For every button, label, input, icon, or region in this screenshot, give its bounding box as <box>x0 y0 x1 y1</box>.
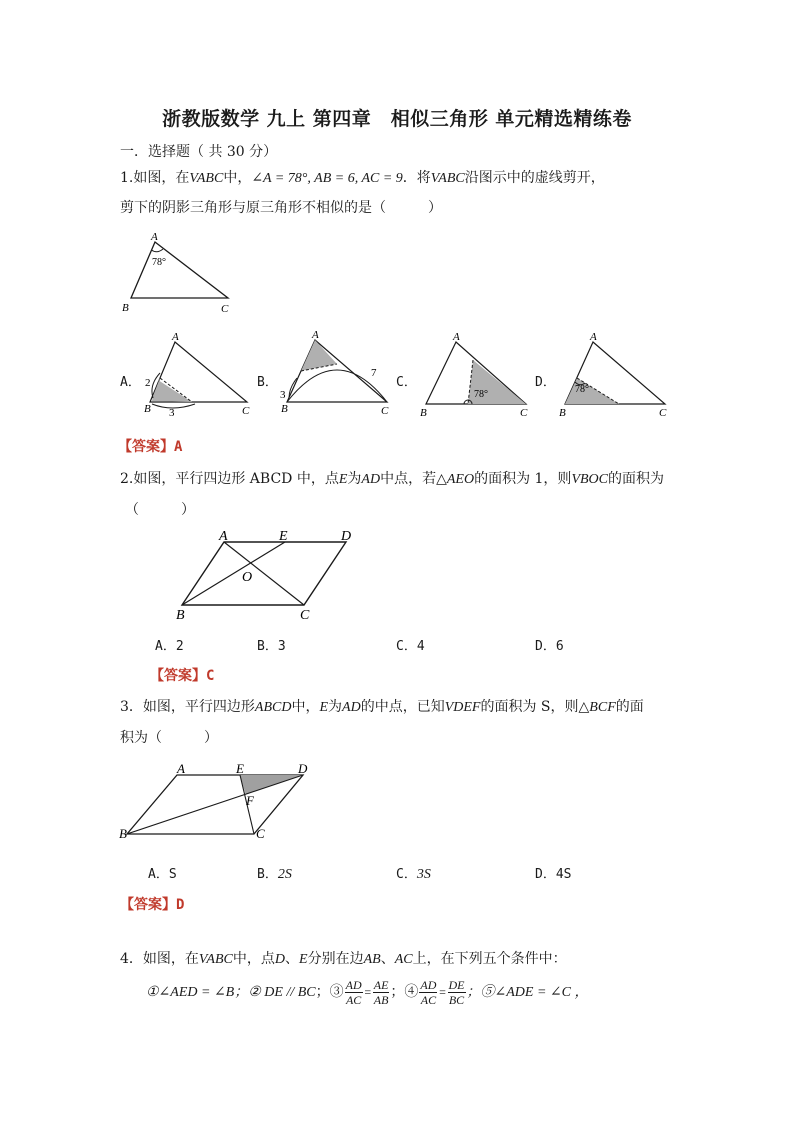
svg-text:B: B <box>119 826 127 841</box>
svg-text:C: C <box>381 405 389 417</box>
q1-a-num-2: 3 <box>169 407 175 419</box>
svg-text:C: C <box>659 407 667 419</box>
svg-text:B: B <box>281 403 288 415</box>
q1-c-angle: 78° <box>474 389 488 400</box>
q4-fraction-ad-ac: $\frac{AD}{AC}$ <box>345 977 362 1007</box>
q1-option-c-label: C． <box>396 375 417 390</box>
svg-text:A: A <box>590 331 597 343</box>
q1-text-1: 1.如图，在 <box>120 170 190 186</box>
q1-b-num-2: 7 <box>371 367 377 379</box>
q3-option-a: A．S <box>148 867 177 882</box>
answer-label: 【答案】 <box>118 439 174 455</box>
q4-condition-3: ；③ <box>315 984 344 1000</box>
q1-d-angle: 78° <box>575 384 589 395</box>
q3-option-b: B．2S <box>257 867 292 882</box>
q1-label-c: C <box>221 303 229 315</box>
q4-fraction-de-bc: $\frac{DE}{BC}$ <box>448 977 465 1007</box>
q1-angle-arc <box>152 249 164 252</box>
q3-option-c: C．3S <box>396 867 431 882</box>
q1-option-c-figure <box>416 330 536 420</box>
q1-text-2: 中， <box>223 170 252 186</box>
q1-option-a-label: A． <box>120 375 141 390</box>
q1-a-num-1: 2 <box>145 377 151 389</box>
svg-text:C: C <box>242 405 250 417</box>
q1-line1 <box>120 167 605 187</box>
q1-option-b-label: B． <box>257 375 278 390</box>
q1-answer <box>118 436 182 456</box>
q1-option-d-label: D． <box>535 375 556 390</box>
q4-line1: 4．如图，在VABC中，点D、E分别在边AB、AC上，在下列五个条件中： <box>120 951 567 967</box>
q4-condition-5: ；⑤∠ADE = ∠C ， <box>466 985 589 1000</box>
svg-text:A: A <box>219 529 228 544</box>
svg-text:B: B <box>144 403 151 415</box>
q1-triangle-2: VABC <box>430 171 465 186</box>
svg-text:D: D <box>298 761 308 776</box>
q4-fraction-ad-ac-2: $\frac{AD}{AC}$ <box>420 977 437 1007</box>
q1-option-b-figure <box>277 328 402 420</box>
q2-answer: 【答案】C <box>150 668 215 684</box>
q3-figure <box>115 758 325 848</box>
q1-triangle: VABC <box>189 171 224 186</box>
q1-text-4: 沿图示中的虚线剪开， <box>464 170 605 186</box>
svg-text:D: D <box>341 529 352 544</box>
q3-line1: 3．如图，平行四边形ABCD中，E为AD的中点，已知VDEF的面积为 S，则△BCF的面 <box>120 699 644 715</box>
q1-condition: ∠A = 78°, AB = 6, AC = 9 <box>251 171 403 186</box>
q4-fraction-ae-ab: $\frac{AE}{AB}$ <box>373 977 389 1007</box>
q2-option-b: B．3 <box>257 639 286 654</box>
svg-text:C: C <box>520 407 528 419</box>
q2-option-a: A．2 <box>155 639 184 654</box>
svg-text:A: A <box>177 761 185 776</box>
q1-b-num-1: 3 <box>280 389 286 401</box>
svg-text:B: B <box>176 608 185 623</box>
q1-d-shaded <box>565 378 619 404</box>
q1-angle-label: 78° <box>152 257 166 268</box>
q1-main-figure <box>115 228 245 318</box>
answer-value: A <box>174 439 183 455</box>
q3-answer: 【答案】D <box>120 897 185 913</box>
q4-condition-1: ①∠AED = ∠B <box>146 985 235 1000</box>
svg-text:E: E <box>279 529 288 544</box>
svg-text:A: A <box>312 329 319 341</box>
q1-b-shaded <box>301 340 337 371</box>
q2-figure <box>170 525 370 625</box>
q1-line2: 剪下的阴影三角形与原三角形不相似的是（ ） <box>120 200 442 216</box>
q2-line1: 2.如图，平行四边形 ABCD 中，点E为AD中点，若△AEO的面积为 1，则VBOC的面积为 <box>120 471 664 487</box>
svg-text:O: O <box>242 570 253 585</box>
svg-text:B: B <box>559 407 566 419</box>
q4-condition-4: ；④ <box>390 984 419 1000</box>
svg-text:E: E <box>236 761 244 776</box>
svg-text:C: C <box>256 826 265 841</box>
q3-line2: 积为（ ） <box>120 730 218 746</box>
q2-line2: （ ） <box>125 502 195 518</box>
q2-option-c: C．4 <box>396 639 425 654</box>
svg-text:A: A <box>453 331 460 343</box>
svg-text:F: F <box>246 793 254 808</box>
q1-triangle-shape <box>131 242 228 298</box>
page-title: 浙教版数学 九上 第四章 相似三角形 单元精选精练卷 <box>162 108 632 130</box>
q2-option-d: D．6 <box>535 639 564 654</box>
q4-conditions: ①∠AED = ∠B；② DE // BC；③ $\frac{AD}{AC}$ = $\frac{AE}{AB}$ ；④ $\frac{AD}{AC}$ = $\frac{DE}{BC}$ ；⑤∠ADE = ∠C ， <box>146 977 589 1007</box>
svg-text:A: A <box>172 331 179 343</box>
svg-text:C: C <box>300 608 310 623</box>
q1-text-3: ．将 <box>402 170 431 186</box>
q4-condition-2: ；② DE // BC <box>234 985 316 1000</box>
q1-label-a: A <box>151 231 158 243</box>
q1-option-d-figure <box>555 330 675 420</box>
section-header: 一．选择题（ 共 30 分） <box>120 144 278 160</box>
q1-label-b: B <box>122 302 129 314</box>
svg-text:B: B <box>420 407 427 419</box>
q1-option-a-figure <box>140 330 260 420</box>
q3-option-d: D．4S <box>535 867 572 882</box>
